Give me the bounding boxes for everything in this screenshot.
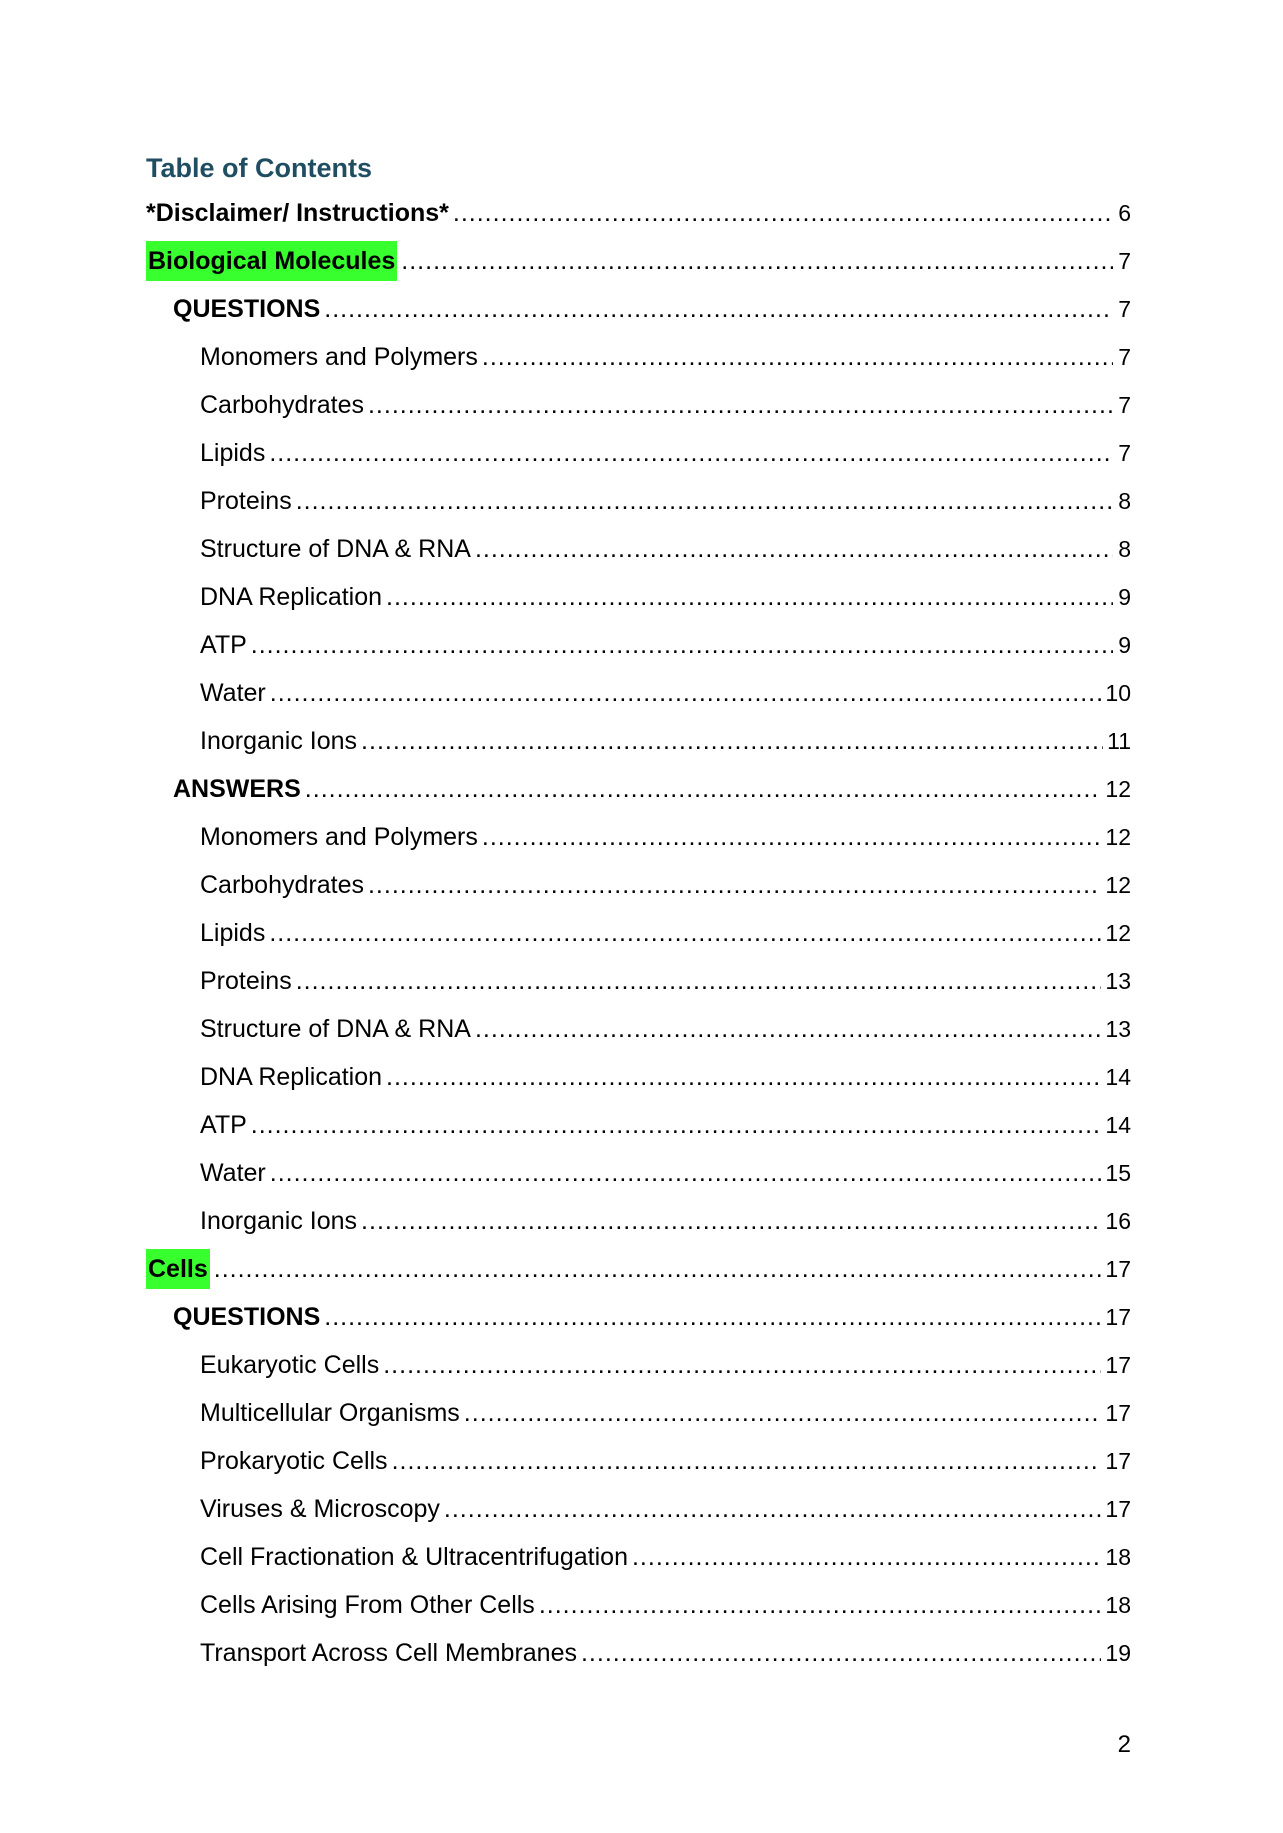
toc-entry-label: Water [200, 679, 266, 707]
toc-entry[interactable] [146, 913, 1131, 961]
toc-dot-leader [383, 1345, 1101, 1385]
toc-entry-label: *Disclaimer/ Instructions* [146, 199, 449, 227]
toc-entry-page: 11 [1107, 728, 1131, 754]
toc-entry-label: Monomers and Polymers [200, 823, 478, 851]
toc-entry-page: 14 [1105, 1064, 1131, 1090]
toc-entry-page: 7 [1118, 344, 1131, 370]
toc-entry[interactable] [146, 1153, 1131, 1201]
toc-entry-label: Cells Arising From Other Cells [200, 1591, 535, 1619]
toc-entry-page: 13 [1105, 1016, 1131, 1042]
toc-entry[interactable] [146, 1009, 1131, 1057]
toc-entry[interactable] [146, 673, 1131, 721]
toc-entry-label: Inorganic Ions [200, 1207, 358, 1235]
toc-dot-leader [632, 1537, 1101, 1577]
toc-entry-page: 17 [1105, 1304, 1131, 1330]
toc-dot-leader [464, 1393, 1102, 1433]
toc-dot-leader [386, 1057, 1101, 1097]
toc-dot-leader [324, 289, 1113, 329]
toc-entry[interactable] [146, 721, 1131, 769]
toc-entry[interactable] [146, 385, 1131, 433]
toc-entry[interactable] [146, 241, 1131, 289]
toc-entry-label: Cell Fractionation & Ultracentrifugation [200, 1543, 628, 1571]
toc-entry[interactable] [146, 1297, 1131, 1345]
toc-dot-leader [305, 769, 1102, 809]
toc-dot-leader [368, 865, 1101, 905]
toc-entry-label: Proteins [200, 487, 292, 515]
toc-entry-label: Lipids [200, 919, 266, 947]
toc-entry-label: Cells [146, 1249, 210, 1289]
toc-entry-label: Prokaryotic Cells [200, 1447, 388, 1475]
toc-entry-page: 19 [1105, 1640, 1131, 1666]
toc-entry[interactable] [146, 1633, 1131, 1681]
toc-entry-page: 12 [1105, 824, 1131, 850]
toc-entry[interactable] [146, 1201, 1131, 1249]
toc-entry-page: 8 [1118, 488, 1131, 514]
toc-entry-page: 6 [1118, 200, 1131, 226]
toc-entry-label: Proteins [200, 967, 292, 995]
toc-entry[interactable] [146, 1105, 1131, 1153]
toc-entry[interactable] [146, 961, 1131, 1009]
toc-dot-leader [324, 1297, 1101, 1337]
toc-dot-leader [539, 1585, 1102, 1625]
toc-entry-label: Structure of DNA & RNA [200, 535, 471, 563]
toc-entry[interactable] [146, 481, 1131, 529]
toc-dot-leader [368, 385, 1113, 425]
toc-entry[interactable] [146, 865, 1131, 913]
table-of-contents [146, 193, 1131, 1681]
toc-entry-label: Viruses & Microscopy [200, 1495, 440, 1523]
toc-entry-label: DNA Replication [200, 583, 383, 611]
toc-entry-label: Inorganic Ions [200, 727, 358, 755]
toc-entry-label: Biological Molecules [146, 241, 397, 281]
toc-entry-page: 8 [1118, 536, 1131, 562]
toc-entry-label: Transport Across Cell Membranes [200, 1639, 577, 1667]
toc-entry-label: Structure of DNA & RNA [200, 1015, 471, 1043]
toc-entry-page: 18 [1105, 1592, 1131, 1618]
toc-entry[interactable] [146, 193, 1131, 241]
toc-entry-page: 7 [1118, 440, 1131, 466]
toc-entry-page: 17 [1105, 1256, 1131, 1282]
toc-dot-leader [475, 1009, 1101, 1049]
toc-entry[interactable] [146, 1489, 1131, 1537]
page-title: Table of Contents [146, 153, 372, 183]
toc-entry-label: Eukaryotic Cells [200, 1351, 380, 1379]
toc-dot-leader [251, 625, 1113, 665]
toc-entry-label: Carbohydrates [200, 871, 364, 899]
toc-entry-label: ATP [200, 631, 247, 659]
toc-entry-page: 7 [1118, 296, 1131, 322]
toc-entry[interactable] [146, 1537, 1131, 1585]
toc-entry-label: Carbohydrates [200, 391, 364, 419]
toc-entry-label: Multicellular Organisms [200, 1399, 460, 1427]
toc-dot-leader [444, 1489, 1102, 1529]
toc-entry-page: 17 [1105, 1400, 1131, 1426]
toc-entry-label: QUESTIONS [173, 1303, 321, 1331]
toc-dot-leader [361, 721, 1103, 761]
toc-entry-label: DNA Replication [200, 1063, 383, 1091]
toc-dot-leader [296, 961, 1102, 1001]
toc-entry[interactable] [146, 1441, 1131, 1489]
toc-entry[interactable] [146, 289, 1131, 337]
toc-entry[interactable] [146, 1057, 1131, 1105]
toc-entry-page: 16 [1105, 1208, 1131, 1234]
toc-entry-label: ANSWERS [173, 775, 301, 803]
toc-entry-page: 18 [1105, 1544, 1131, 1570]
toc-dot-leader [475, 529, 1113, 569]
toc-entry[interactable] [146, 769, 1131, 817]
toc-dot-leader [482, 337, 1113, 377]
toc-entry-page: 13 [1105, 968, 1131, 994]
toc-entry-page: 15 [1105, 1160, 1131, 1186]
toc-entry-page: 17 [1105, 1496, 1131, 1522]
toc-entry-page: 9 [1118, 632, 1131, 658]
toc-entry-label: Lipids [200, 439, 266, 467]
toc-dot-leader [401, 241, 1113, 281]
page-number: 2 [1117, 1731, 1131, 1758]
toc-dot-leader [581, 1633, 1101, 1673]
toc-entry[interactable] [146, 1249, 1131, 1297]
toc-dot-leader [270, 1153, 1102, 1193]
toc-dot-leader [270, 673, 1102, 713]
toc-entry-page: 14 [1105, 1112, 1131, 1138]
toc-entry-label: Monomers and Polymers [200, 343, 478, 371]
toc-dot-leader [251, 1105, 1102, 1145]
toc-entry[interactable] [146, 817, 1131, 865]
toc-entry-label: ATP [200, 1111, 247, 1139]
toc-entry-page: 17 [1105, 1352, 1131, 1378]
toc-dot-leader [269, 433, 1113, 473]
toc-dot-leader [361, 1201, 1101, 1241]
toc-entry[interactable] [146, 529, 1131, 577]
toc-entry[interactable] [146, 1585, 1131, 1633]
toc-entry[interactable] [146, 433, 1131, 481]
toc-entry-page: 9 [1118, 584, 1131, 610]
toc-entry-page: 17 [1105, 1448, 1131, 1474]
toc-entry-page: 12 [1105, 872, 1131, 898]
toc-entry[interactable] [146, 577, 1131, 625]
toc-dot-leader [269, 913, 1101, 953]
toc-dot-leader [296, 481, 1113, 521]
toc-entry-page: 12 [1105, 776, 1131, 802]
toc-dot-leader [453, 193, 1113, 233]
toc-entry-page: 7 [1118, 248, 1131, 274]
toc-entry-label: QUESTIONS [173, 295, 321, 323]
toc-entry[interactable] [146, 625, 1131, 673]
toc-dot-leader [482, 817, 1102, 857]
toc-entry-page: 12 [1105, 920, 1131, 946]
toc-entry-page: 10 [1105, 680, 1131, 706]
toc-entry[interactable] [146, 337, 1131, 385]
toc-dot-leader [214, 1249, 1102, 1289]
toc-entry-label: Water [200, 1159, 266, 1187]
toc-dot-leader [386, 577, 1113, 617]
toc-dot-leader [392, 1441, 1102, 1481]
toc-entry-page: 7 [1118, 392, 1131, 418]
toc-entry[interactable] [146, 1345, 1131, 1393]
toc-entry[interactable] [146, 1393, 1131, 1441]
